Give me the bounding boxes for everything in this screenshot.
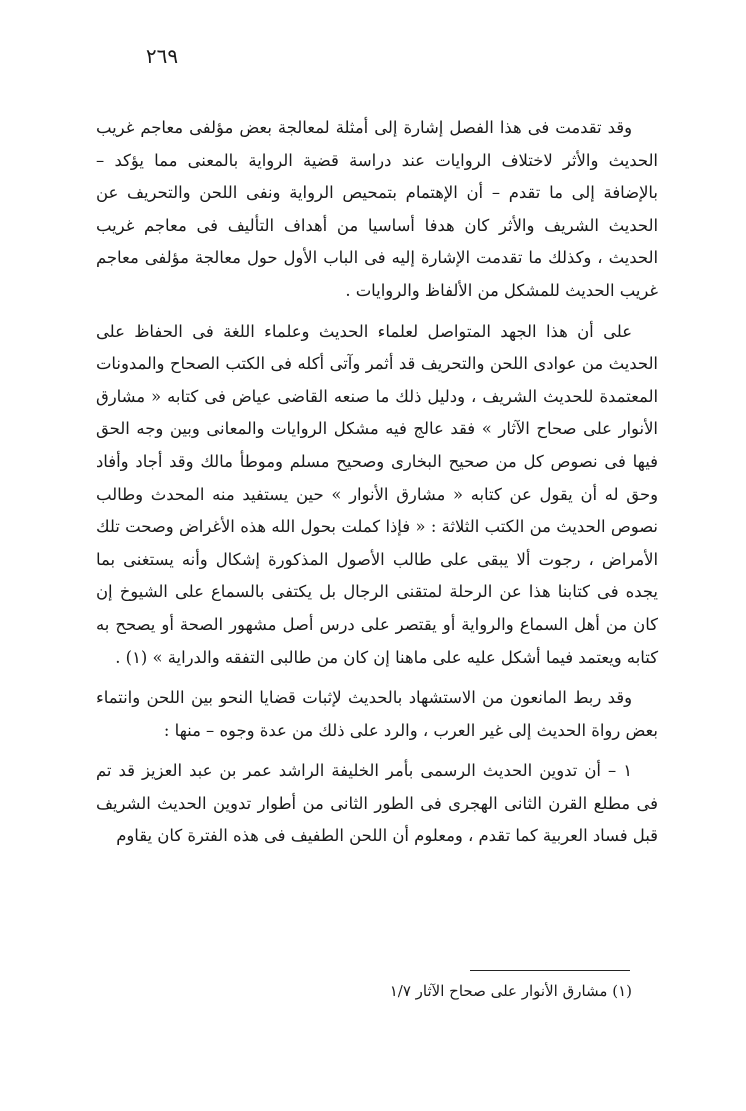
- footnote: (١) مشارق الأنوار على صحاح الآثار ١/٧: [389, 982, 632, 1000]
- paragraph-4: ١ – أن تدوين الحديث الرسمى بأمر الخليفة الراشد عمر بن عبد العزيز قد تم فى مطلع القرن الثانى الهجرى فى الطور الثانى من أطوار تدوين الحديث الشريف قبل فساد العربية كما تقدم ، ومعلوم أن اللحن الطفيف فى هذه الفترة كان يقاوم: [96, 761, 658, 846]
- paragraph-3: وقد ربط المانعون من الاستشهاد بالحديث لإثبات قضايا النحو بين اللحن وانتماء بعض رواة الحديث إلى غير العرب ، والرد على ذلك من عدة وجوه – منها :: [96, 688, 658, 740]
- paragraph-2: على أن هذا الجهد المتواصل لعلماء الحديث وعلماء اللغة فى الحفاظ على الحديث من عوادى اللحن والتحريف قد أثمر وآتى أكله فى الكتب الصحاح والمدونات المعتمدة للحديث الشريف ، ودليل ذلك ما صنعه القاضى عياض فى كتابه « مشارق الأنوار على صحاح الآثار » فقد عالج فيه مشكل الروايات والمعانى وبين وجه الحق فيها فى نصوص كل من صحيح البخارى وصحيح مسلم وموطأ مالك وقد أجاد وأفاد وحق له أن يقول عن كتابه « مشارق الأنوار » حين يستفيد منه المحدث وطالب نصوص الحديث من الكتب الثلاثة : « فإذا كملت بحول الله هذه الأغراض وصحت تلك الأمراض ، رجوت ألا يبقى على طالب الأصول المذكورة إشكال وأنه يستغنى بما يجده فى كتابنا هذا عن الرحلة لمتقنى الرجال بل يكتفى بالسماع على الشيوخ إن كان من أهل السماع والرواية أو يقتصر على درس أصل مشهور الصحة أو يصحح به كتابه ويعتمد فيما أشكل عليه على ماهنا إن كان من طالبى التفقه والدراية » (١) .: [96, 321, 658, 667]
- footnote-divider: [470, 970, 630, 971]
- paragraph-1: وقد تقدمت فى هذا الفصل إشارة إلى أمثلة لمعالجة بعض مؤلفى معاجم غريب الحديث والأثر لاختلاف الروايات عند دراسة قضية الرواية بالمعنى مما يؤكد – بالإضافة إلى ما تقدم – أن الإهتمام بتمحيص الرواية ونفى اللحن والتحريف عن الحديث الشريف والأثر كان هدفا أساسيا من أهداف التأليف فى معاجم غريب الحديث ، وكذلك ما تقدمت الإشارة إليه فى الباب الأول حول معالجة مؤلفى معاجم غريب الحديث للمشكل من الألفاظ والروايات .: [96, 118, 658, 300]
- page-number: ٢٦٩: [145, 44, 179, 68]
- body-text: [96, 112, 658, 861]
